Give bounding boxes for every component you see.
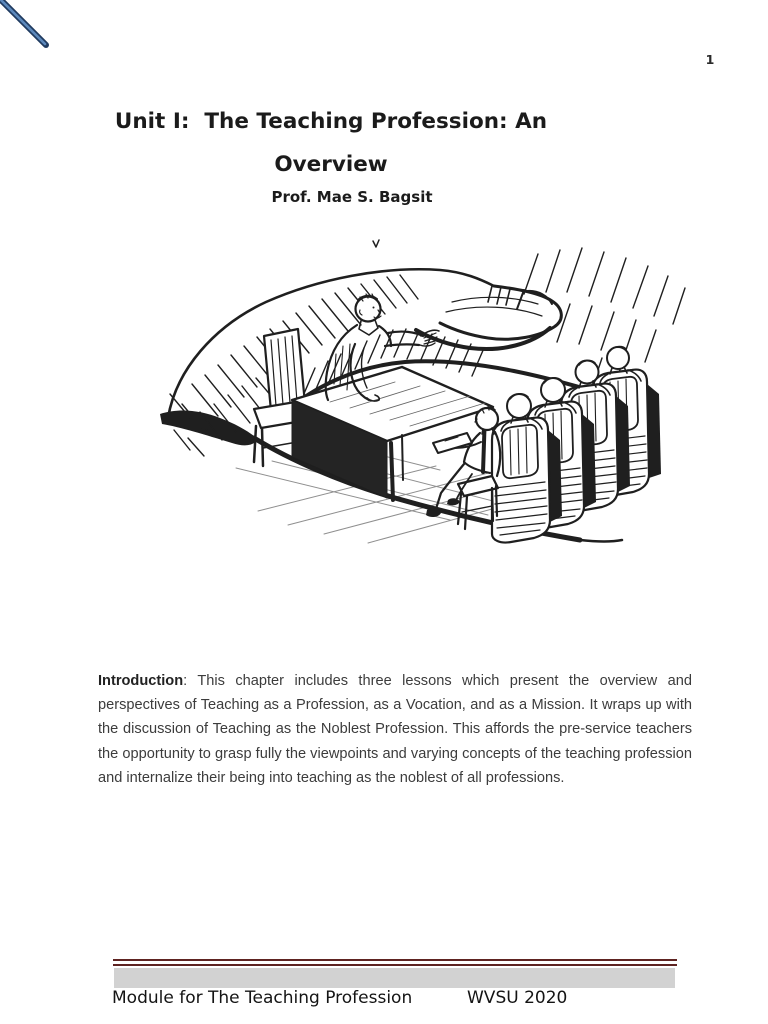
introduction-body: : This chapter includes three lessons which present the overview and perspectives of Teaching as a Profession, as a Vocation, and as a Mission. It wraps up with the discussion of Teaching as the Noblest Profession. This affords the pre-service teachers the opportunity to grasp fully the viewpoints and varying concepts of the teaching profession and internalize their being into teaching as the noblest of all professions. — [98, 673, 692, 786]
author-line: Prof. Mae S. Bagsit — [271, 188, 433, 206]
introduction-paragraph — [98, 669, 692, 790]
footer-rule-thin — [113, 959, 677, 961]
page-number: 1 — [705, 52, 715, 67]
background-hatching — [524, 248, 685, 392]
footer-institution-year: WVSU 2020 — [467, 988, 568, 1008]
introduction-label: Introduction — [98, 673, 184, 689]
footer-rule-thick — [113, 964, 677, 967]
hand-classroom-illustration — [140, 234, 700, 556]
corner-ribbon-icon — [0, 0, 60, 60]
footer-module-title: Module for The Teaching Profession — [112, 988, 413, 1008]
page-title — [98, 100, 564, 186]
page-footer — [0, 988, 768, 1014]
page-title-line-1: Unit I: The Teaching Profession: An — [114, 109, 548, 134]
page-title-line-2: Overview — [274, 152, 388, 177]
footer-gray-bar — [114, 968, 675, 988]
